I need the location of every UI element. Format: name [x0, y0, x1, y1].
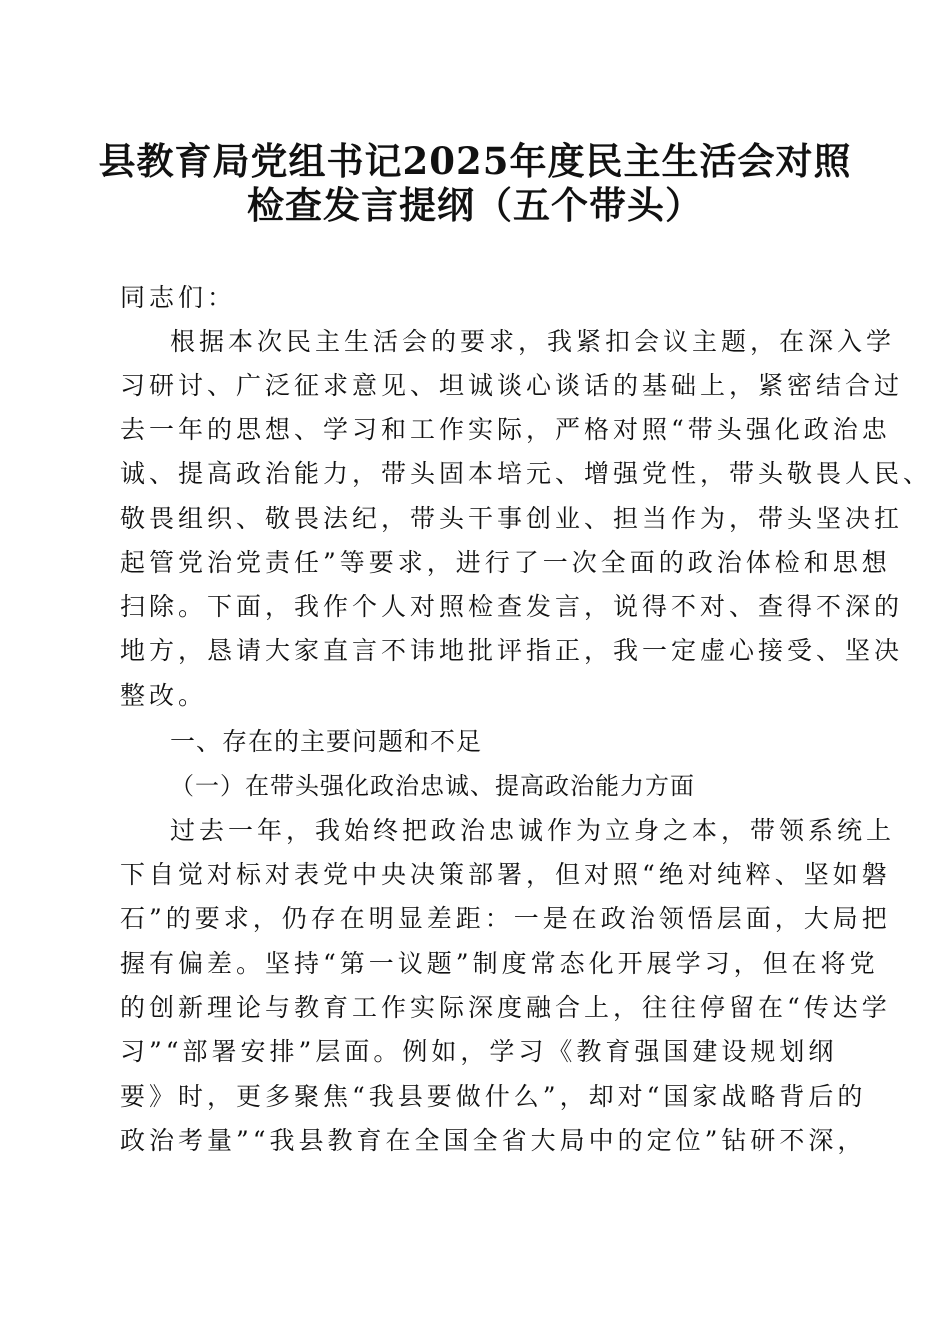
body-line: 政治考量”“我县教育在全国全省大局中的定位”钻研不深， [120, 1126, 867, 1155]
intro-line: 去一年的思想、学习和工作实际，严格对照“带头强化政治忠 [120, 415, 891, 444]
document-title-line-1: 县教育局党组书记2025年度民主生活会对照 [98, 139, 852, 183]
body-line: 过去一年，我始终把政治忠诚作为立身之本，带领系统上 [170, 816, 896, 845]
intro-line: 习研讨、广泛征求意见、坦诚谈心谈话的基础上，紧密结合过 [120, 371, 904, 400]
intro-line: 整改。 [120, 681, 208, 710]
intro-line: 根据本次民主生活会的要求，我紧扣会议主题，在深入学 [170, 327, 896, 356]
intro-line: 敬畏组织、敬畏法纪，带头干事创业、担当作为，带头坚决扛 [120, 504, 904, 533]
body-line: 要》时，更多聚焦“我县要做什么”，却对“国家战略背后的 [120, 1082, 867, 1111]
document-title-line-2: 检查发言提纲（五个带头） [247, 183, 703, 227]
body-line: 的创新理论与教育工作实际深度融合上，往往停留在“传达学 [120, 993, 891, 1022]
intro-line: 起管党治党责任”等要求，进行了一次全面的政治体检和思想 [120, 548, 891, 577]
subsection-1-heading: （一）在带头强化政治忠诚、提高政治能力方面 [170, 772, 695, 800]
body-line: 握有偏差。坚持“第一议题”制度常态化开展学习，但在将党 [120, 949, 879, 978]
intro-line: 诚、提高政治能力，带头固本培元、增强党性，带头敬畏人民、 [120, 459, 933, 488]
body-line: 石”的要求，仍存在明显差距：一是在政治领悟层面，大局把 [120, 904, 891, 933]
intro-line: 扫除。下面，我作个人对照检查发言，说得不对、查得不深的 [120, 592, 904, 621]
body-line: 下自觉对标对表党中央决策部署，但对照“绝对纯粹、坚如磐 [120, 860, 891, 889]
body-line: 习”“部署安排”层面。例如，学习《教育强国建设规划纲 [120, 1037, 838, 1066]
salutation: 同志们： [120, 283, 237, 312]
intro-line: 地方，恳请大家直言不讳地批评指正，我一定虚心接受、坚决 [120, 636, 904, 665]
section-1-heading: 一、存在的主要问题和不足 [170, 727, 483, 756]
